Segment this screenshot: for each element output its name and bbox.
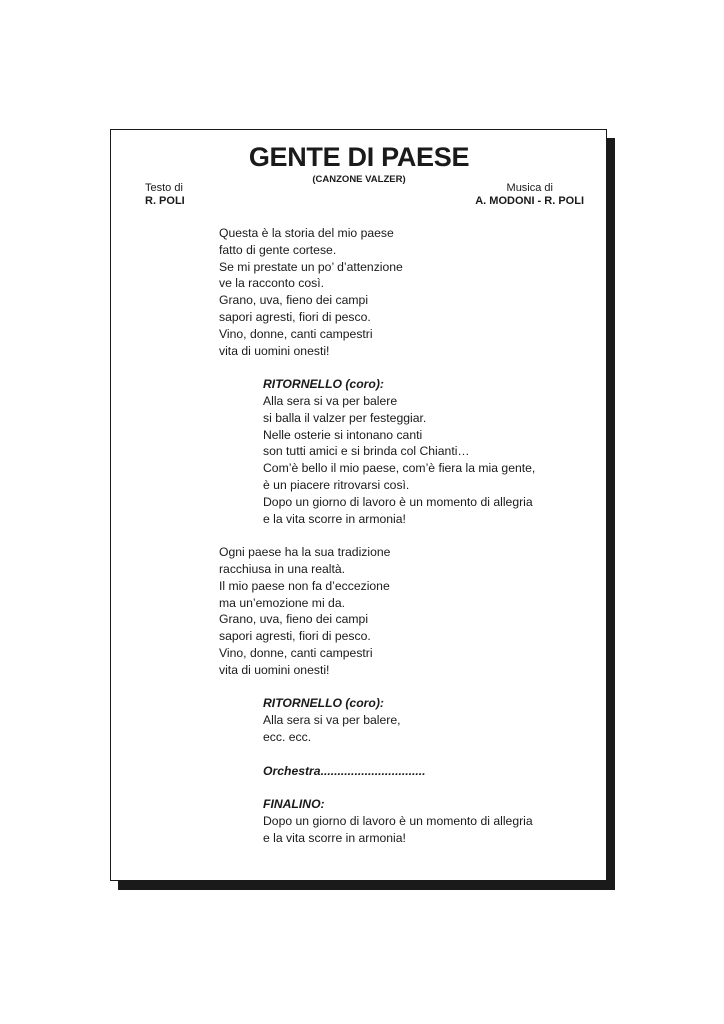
refrain-label: RITORNELLO (coro):: [263, 696, 384, 711]
lyrics-author: R. POLI: [145, 195, 185, 207]
verse-line: ve la racconto così.: [219, 276, 324, 291]
finale-label: FINALINO:: [263, 797, 325, 812]
lyrics-credit: [145, 182, 185, 208]
finale-section: [219, 796, 599, 846]
verse-line: Il mio paese non fa d’eccezione: [219, 578, 390, 593]
lyrics-role: Testo di: [145, 182, 183, 194]
music-authors: A. MODONI - R. POLI: [475, 195, 584, 207]
verse-line: Grano, uva, fieno dei campi: [219, 293, 369, 308]
verse-line: sapori agresti, fiori di pesco.: [219, 309, 371, 324]
finale-line: Dopo un giorno di lavoro è un momento di allegria: [263, 813, 533, 828]
music-role: Musica di: [506, 182, 553, 194]
orchestra-label: Orchestra...............................: [263, 763, 426, 778]
verse-line: vita di uomini onesti!: [219, 343, 330, 358]
verse-1: [219, 225, 599, 359]
verse-line: fatto di gente cortese.: [219, 242, 337, 257]
refrain-line: Alla sera si va per balere: [263, 393, 398, 408]
refrain-line: Nelle osterie si intonano canti: [263, 427, 423, 442]
verse-line: Se mi prestate un po’ d’attenzione: [219, 259, 403, 274]
refrain-label: RITORNELLO (coro):: [263, 377, 384, 392]
refrain-line: Dopo un giorno di lavoro è un momento di allegria: [263, 494, 533, 509]
music-credit: [475, 182, 584, 208]
refrain-1: [219, 376, 599, 527]
refrain-line: si balla il valzer per festeggiar.: [263, 410, 427, 425]
finale-line: e la vita scorre in armonia!: [263, 830, 406, 845]
verse-line: ma un’emozione mi da.: [219, 595, 345, 610]
lyrics-body: [219, 225, 599, 863]
verse-line: Vino, donne, canti campestri: [219, 326, 373, 341]
refrain-2: [219, 695, 599, 745]
refrain-line: e la vita scorre in armonia!: [263, 511, 406, 526]
verse-2: [219, 544, 599, 678]
verse-line: racchiusa in una realtà.: [219, 561, 346, 576]
verse-line: Ogni paese ha la sua tradizione: [219, 545, 391, 560]
verse-line: vita di uomini onesti!: [219, 662, 330, 677]
verse-line: Questa è la storia del mio paese: [219, 226, 394, 240]
refrain-line: ecc. ecc.: [263, 729, 312, 744]
refrain-line: Com’è bello il mio paese, com’è fiera la mia gente,: [263, 461, 536, 476]
refrain-line: Alla sera si va per balere,: [263, 713, 401, 728]
verse-line: Grano, uva, fieno dei campi: [219, 612, 369, 627]
refrain-line: è un piacere ritrovarsi così.: [263, 477, 410, 492]
song-subtitle: (CANZONE VALZER): [312, 174, 406, 185]
refrain-line: son tutti amici e si brinda col Chianti…: [263, 444, 470, 459]
orchestra-section: [219, 763, 599, 780]
song-title: GENTE DI PAESE: [248, 142, 470, 172]
verse-line: Vino, donne, canti campestri: [219, 645, 373, 660]
verse-line: sapori agresti, fiori di pesco.: [219, 629, 371, 644]
